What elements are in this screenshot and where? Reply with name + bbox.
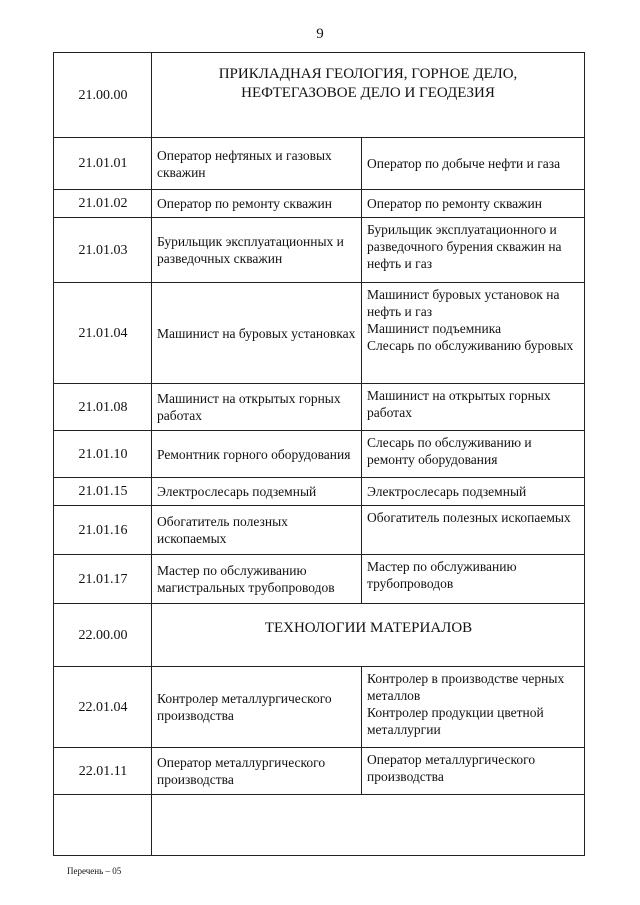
row-code: 21.01.08	[53, 384, 151, 430]
row-occupation: Машинист на открытых горных работах	[151, 384, 361, 430]
table-row	[53, 383, 585, 430]
section-title: ПРИКЛАДНАЯ ГЕОЛОГИЯ, ГОРНОЕ ДЕЛО, НЕФТЕГАЗОВОЕ ДЕЛО И ГЕОДЕЗИЯ	[151, 53, 585, 137]
table-row	[53, 477, 585, 505]
row-occupation: Мастер по обслуживанию магистральных трубопроводов	[151, 555, 361, 603]
row-code: 22.01.11	[53, 748, 151, 794]
occupations-table	[53, 52, 585, 856]
table-row	[53, 189, 585, 217]
row-match: Обогатитель полезных ископаемых	[361, 506, 585, 554]
table-row-empty	[53, 794, 585, 855]
footer-label: Перечень – 05	[67, 866, 122, 876]
row-code: 21.01.04	[53, 283, 151, 383]
table-row	[53, 505, 585, 554]
row-match: Контролер в производстве черных металлов Контролер продукции цветной металлургии	[361, 667, 585, 747]
page-number: 9	[316, 26, 324, 42]
table-row	[53, 430, 585, 477]
row-code: 21.01.17	[53, 555, 151, 603]
row-match: Машинист на открытых горных работах	[361, 384, 585, 430]
row-match: Электрослесарь подземный	[361, 478, 585, 505]
table-row	[53, 137, 585, 189]
row-match: Оператор металлургического производства	[361, 748, 585, 794]
row-occupation: Машинист на буровых установках	[151, 283, 361, 383]
row-code-empty	[53, 795, 151, 855]
row-match: Машинист буровых установок на нефть и газ Машинист подъемника Слесарь по обслуживанию буровых	[361, 283, 585, 383]
table-row	[53, 666, 585, 747]
row-empty	[151, 795, 585, 855]
section-code: 21.00.00	[53, 53, 151, 137]
section-row	[53, 603, 585, 666]
table-row	[53, 282, 585, 383]
row-code: 21.01.02	[53, 190, 151, 217]
row-code: 21.01.15	[53, 478, 151, 505]
row-match: Мастер по обслуживанию трубопроводов	[361, 555, 585, 603]
row-code: 22.01.04	[53, 667, 151, 747]
row-occupation: Оператор нефтяных и газовых скважин	[151, 138, 361, 189]
row-code: 21.01.10	[53, 431, 151, 477]
row-match: Слесарь по обслуживанию и ремонту оборудования	[361, 431, 585, 477]
row-match: Оператор по добыче нефти и газа	[361, 138, 585, 189]
row-occupation: Бурильщик эксплуатационных и разведочных скважин	[151, 218, 361, 282]
table-row	[53, 554, 585, 603]
row-code: 21.01.01	[53, 138, 151, 189]
section-row	[53, 53, 585, 137]
row-occupation: Ремонтник горного оборудования	[151, 431, 361, 477]
row-occupation: Обогатитель полезных ископаемых	[151, 506, 361, 554]
row-occupation: Оператор металлургического производства	[151, 748, 361, 794]
table-row	[53, 747, 585, 794]
table-row	[53, 217, 585, 282]
row-match: Оператор по ремонту скважин	[361, 190, 585, 217]
row-occupation: Контролер металлургического производства	[151, 667, 361, 747]
row-code: 21.01.16	[53, 506, 151, 554]
section-code: 22.00.00	[53, 604, 151, 666]
row-code: 21.01.03	[53, 218, 151, 282]
section-title: ТЕХНОЛОГИИ МАТЕРИАЛОВ	[151, 604, 585, 666]
row-occupation: Электрослесарь подземный	[151, 478, 361, 505]
row-match: Бурильщик эксплуатационного и разведочного бурения скважин на нефть и газ	[361, 218, 585, 282]
row-occupation: Оператор по ремонту скважин	[151, 190, 361, 217]
